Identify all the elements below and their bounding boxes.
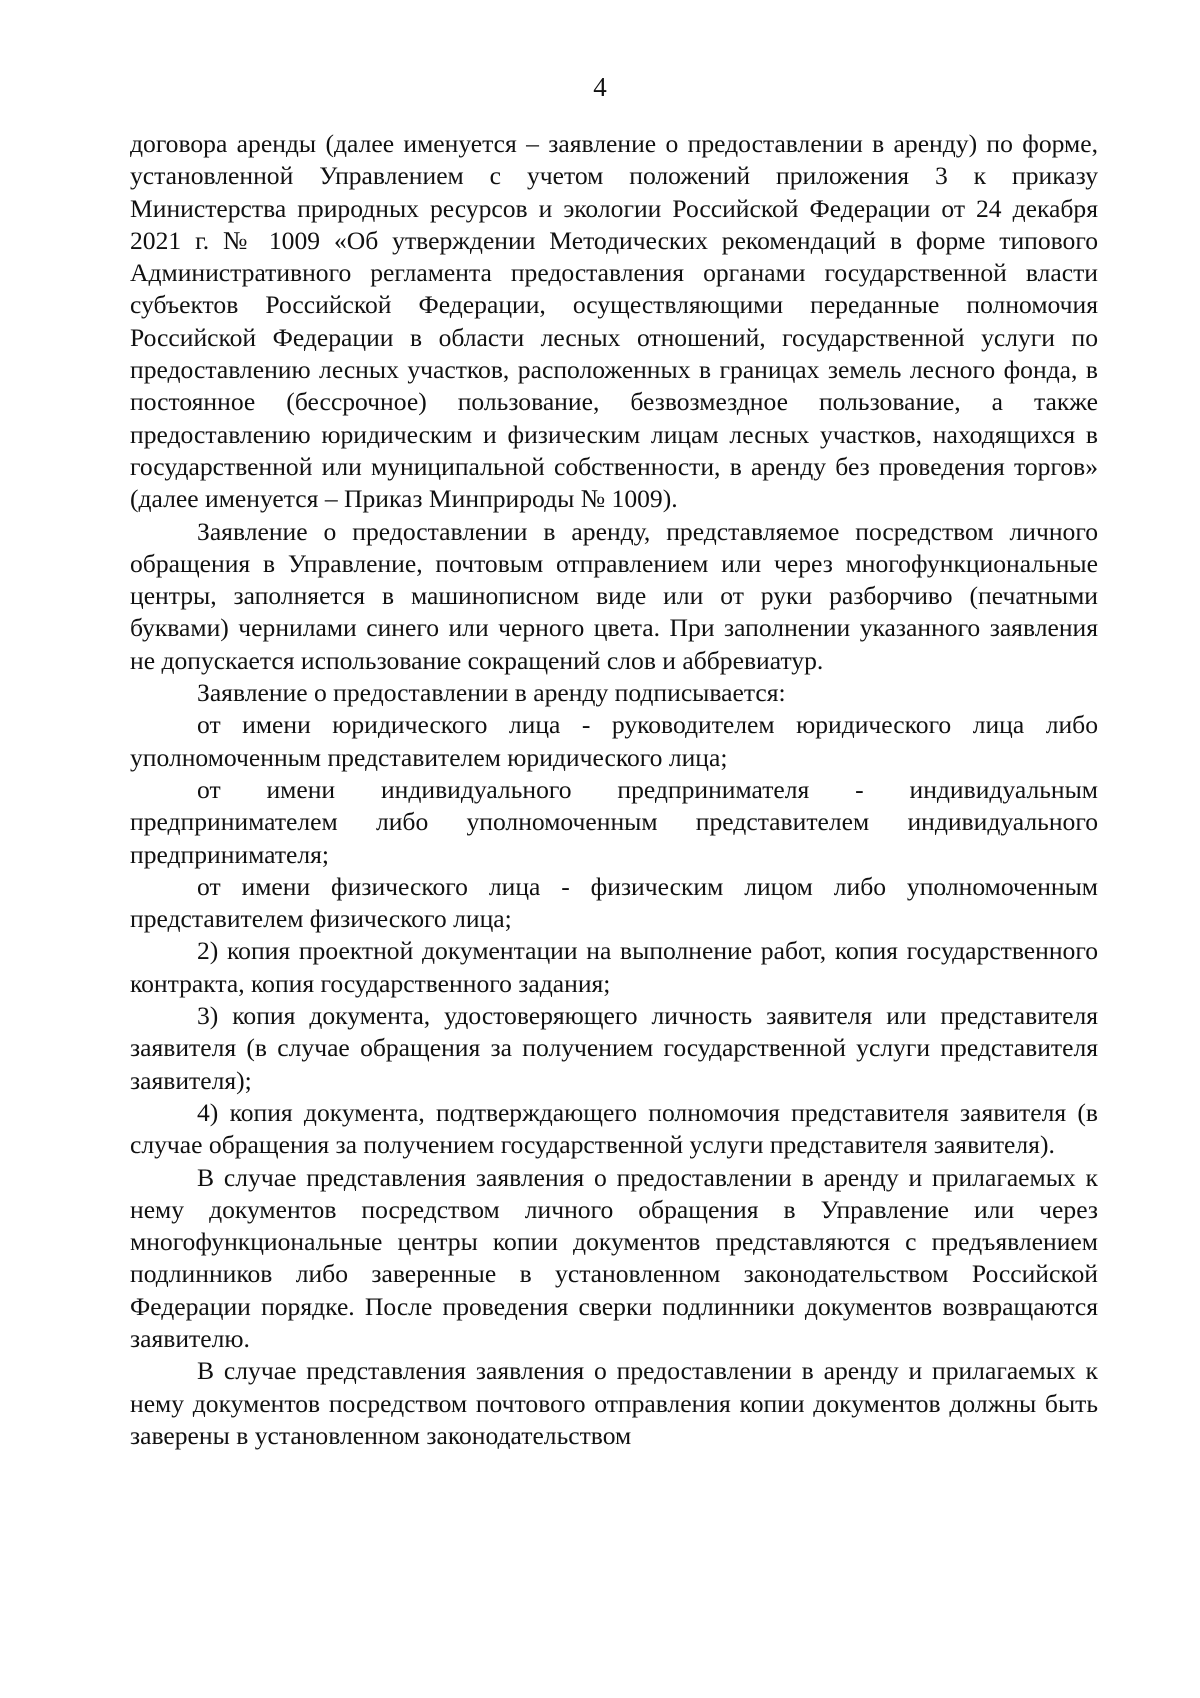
paragraph-6: от имени физического лица - физическим лицом либо уполномоченным представителем физического лица; [130, 871, 1098, 934]
paragraph-4: от имени юридического лица - руководителем юридического лица либо уполномоченным представителем юридического лица; [130, 710, 1098, 772]
paragraph-1: договора аренды (далее именуется – заявление о предоставлении в аренду) по форме, установленной Управлением с учетом положений приложения 3 к приказу Министерства природных ресурсов и экологии Российской Федерации от 24 декабря 2021 г. № 1009 «Об утверждении Методических рекомендаций в форме типового Административного регламента предоставления органами государственной власти субъектов Российской Федерации, осуществляющими переданные полномочия Российской Федерации в области лесных отношений, государственной услуги по предоставлению лесных участков, расположенных в границах земель лесного фонда, в постоянное (бессрочное) пользование, безвозмездное пользование, а также предоставлению юридическим и физическим лицам лесных участков, находящихся в государственной или муниципальной собственности, в аренду без проведения торгов» (далее именуется – Приказ Минприроды № 1009). [130, 129, 1098, 514]
paragraph-10: В случае представления заявления о предоставлении в аренду и прилагаемых к нему документов посредством личного обращения в Управление или через многофункциональные центры копии документов представляются с предъявлением подлинников либо заверенные в установленном законодательством Российской Федерации порядке. После проведения сверки подлинники документов возвращаются заявителю. [130, 1162, 1098, 1353]
paragraph-2: Заявление о предоставлении в аренду, представляемое посредством личного обращения в Управление, почтовым отправлением или через многофункциональные центры, заполняется в машинописном виде или от руки разборчиво (печатными буквами) чернилами синего или черного цвета. При заполнении указанного заявления не допускается использование сокращений слов и аббревиатур. [130, 516, 1098, 675]
document-body [130, 128, 1098, 1452]
paragraph-5: от имени индивидуального предпринимателя - индивидуальным предпринимателем либо уполномоченным представителем индивидуального предпринимателя; [130, 774, 1098, 869]
paragraph-3: Заявление о предоставлении в аренду подписывается: [197, 678, 786, 708]
paragraph-7: 2) копия проектной документации на выполнение работ, копия государственного контракта, копия государственного задания; [130, 936, 1098, 998]
paragraph-11: В случае представления заявления о предоставлении в аренду и прилагаемых к нему документов посредством почтового отправления копии документов должны быть заверены в установленном законодательством [130, 1356, 1098, 1450]
paragraph-8: 3) копия документа, удостоверяющего личность заявителя или представителя заявителя (в случае обращения за получением государственной услуги представителя заявителя); [130, 1001, 1098, 1095]
page-number: 4 [593, 72, 607, 102]
paragraph-9: 4) копия документа, подтверждающего полномочия представителя заявителя (в случае обращения за получением государственной услуги представителя заявителя). [130, 1097, 1098, 1160]
